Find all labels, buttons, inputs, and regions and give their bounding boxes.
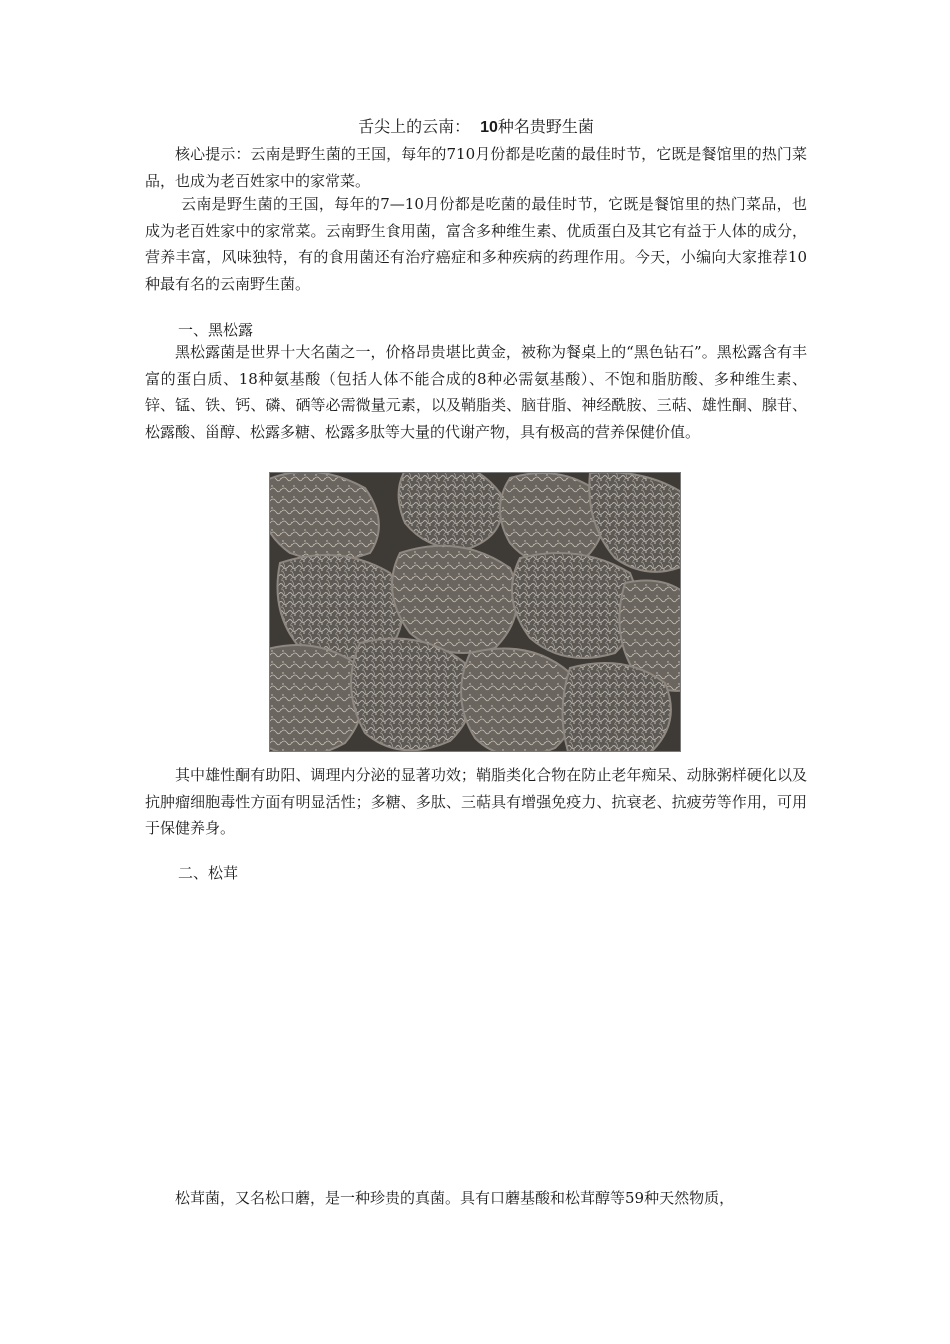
title-suffix: 种名贵野生菌 [497, 117, 594, 136]
intro-paragraph: 云南是野生菌的王国，每年的7—10月份都是吃菌的最佳时节，它既是餐馆里的热门菜品，也成为老百姓家中的家常菜。云南野生食用菌，富含多种维生素、优质蛋白及其它有益于人体的成分，营养丰富，风味独特，有的食用菌还有治疗癌症和多种疾病的药理作用。今天，小编向大家推荐10种最有名的云南野生菌。 [145, 195, 807, 293]
section-heading-black-truffle: 一、黑松露 [178, 321, 254, 339]
title-number: 10 [480, 119, 498, 136]
matsutake-paragraph-1: 松茸菌，又名松口蘑，是一种珍贵的真菌。具有口蘑基酸和松茸醇等59种天然物质， [175, 1189, 735, 1207]
slice-shape [270, 473, 379, 561]
truffle-slices-image [270, 473, 681, 752]
slice-shape [461, 649, 576, 753]
black-truffle-paragraph-2: 其中雄性酮有助阳、调理内分泌的显著功效；鞘脂类化合物在防止老年痴呆、动脉粥样硬化以及抗肿瘤细胞毒性方面有明显活性；多糖、多肽、三萜具有增强免疫力、抗衰老、抗疲劳等作用，可用于保健养身。 [145, 766, 807, 837]
core-tip-paragraph: 核心提示：云南是野生菌的王国，每年的710月份都是吃菌的最佳时节，它既是餐馆里的热门菜品，也成为老百姓家中的家常菜。 [145, 145, 807, 190]
section-heading-matsutake: 二、松茸 [178, 864, 239, 882]
black-truffle-paragraph-1: 黑松露菌是世界十大名菌之一，价格昂贵堪比黄金，被称为餐桌上的“黑色钻石”。黑松露含有丰富的蛋白质、18种氨基酸（包括人体不能合成的8种必需氨基酸）、不饱和脂肪酸、多种维生素、锌、锰、铁、钙、磷、硒等必需微量元素，以及鞘脂类、脑苷脂、神经酰胺、三萜、雄性酮、腺苷、松露酸、甾醇、松露多糖、松露多肽等大量的代谢产物，具有极高的营养保健价值。 [145, 343, 807, 441]
slice-shape [563, 663, 671, 752]
slice-shape [351, 639, 472, 751]
black-truffle-photo [269, 472, 681, 752]
document-title [145, 116, 807, 139]
title-prefix: 舌尖上的云南： [358, 117, 471, 136]
slice-shape [270, 645, 363, 752]
